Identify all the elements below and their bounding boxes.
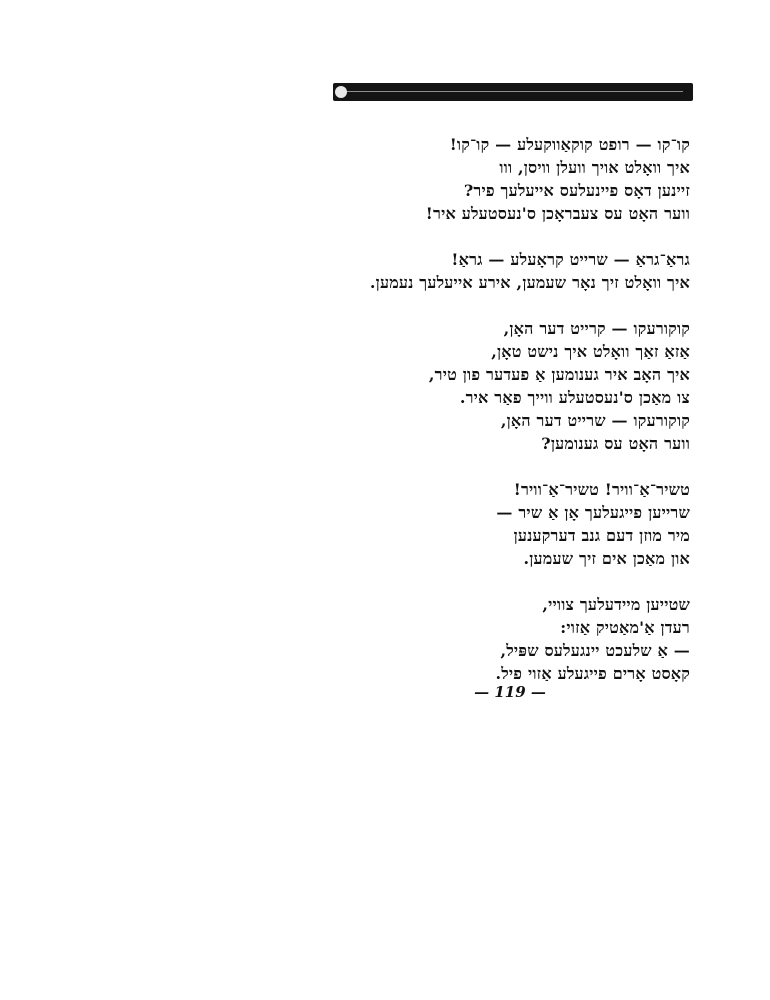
- poem-line: קו־קו — רופט קוקאַווקעלע — קו־קו!: [449, 135, 690, 154]
- poem-line: קוקורעקו — שרייט דער האָן,: [500, 411, 690, 430]
- poem-line: רעדן אַ'מאַטיק אַזוי:: [560, 618, 690, 637]
- poem-line: מיר מוזן דעם גנב דערקענען: [513, 526, 690, 545]
- stanza-4: [330, 478, 690, 570]
- poem-line: זיינען דאָס פיינעלעס אייעלעך פיר?: [463, 181, 690, 200]
- poem-line: ווער האָט עס צעבראָכן ס'נעסטעלע איר!: [425, 204, 690, 223]
- stanza-2: [330, 248, 690, 294]
- poem-line: שרייען פייגעלעך אָן אַ שיר —: [496, 503, 690, 522]
- poem: [330, 133, 690, 708]
- poem-line: ווער האָט עס גענומען?: [541, 434, 690, 453]
- stanza-1: [330, 133, 690, 225]
- poem-line: אַזאַ זאַך וואָלט איך נישט טאָן,: [491, 342, 690, 361]
- poem-line: איך וואָלט אויך וועלן וויסן, ווו: [499, 158, 690, 177]
- poem-line: שטייען מיידעלעך צוויי,: [542, 595, 690, 614]
- stanza-5: [330, 593, 690, 685]
- poem-line: און מאַכן אים זיך שעמען.: [523, 549, 690, 568]
- page-number: — 119 —: [474, 683, 546, 701]
- poem-line: איך האָב איר גענומען אַ פעדער פון טיר,: [428, 365, 690, 384]
- decorative-header-rule: [333, 83, 693, 101]
- poem-line: קאָסט אָרים פייגעלע אַזוי פיל.: [495, 664, 690, 683]
- poem-line: איך וואָלט זיך נאָר שעמען, אירע אייעלעך נעמען.: [369, 273, 690, 292]
- poem-line: — אַ שלעכט יינגעלעס שפּיל,: [500, 641, 690, 660]
- poem-line: צו מאַכן ס'נעסטעלע ווייך פאַר איר.: [459, 388, 690, 407]
- stanza-3: [330, 317, 690, 455]
- poem-line: טשיר־אַ־וויר! טשיר־אַ־וויר!: [513, 480, 690, 499]
- poem-line: קוקורעקו — קרייט דער האָן,: [503, 319, 690, 338]
- poem-line: גראַ־גראַ — שרייט קראָעלע — גראַ!: [451, 250, 690, 269]
